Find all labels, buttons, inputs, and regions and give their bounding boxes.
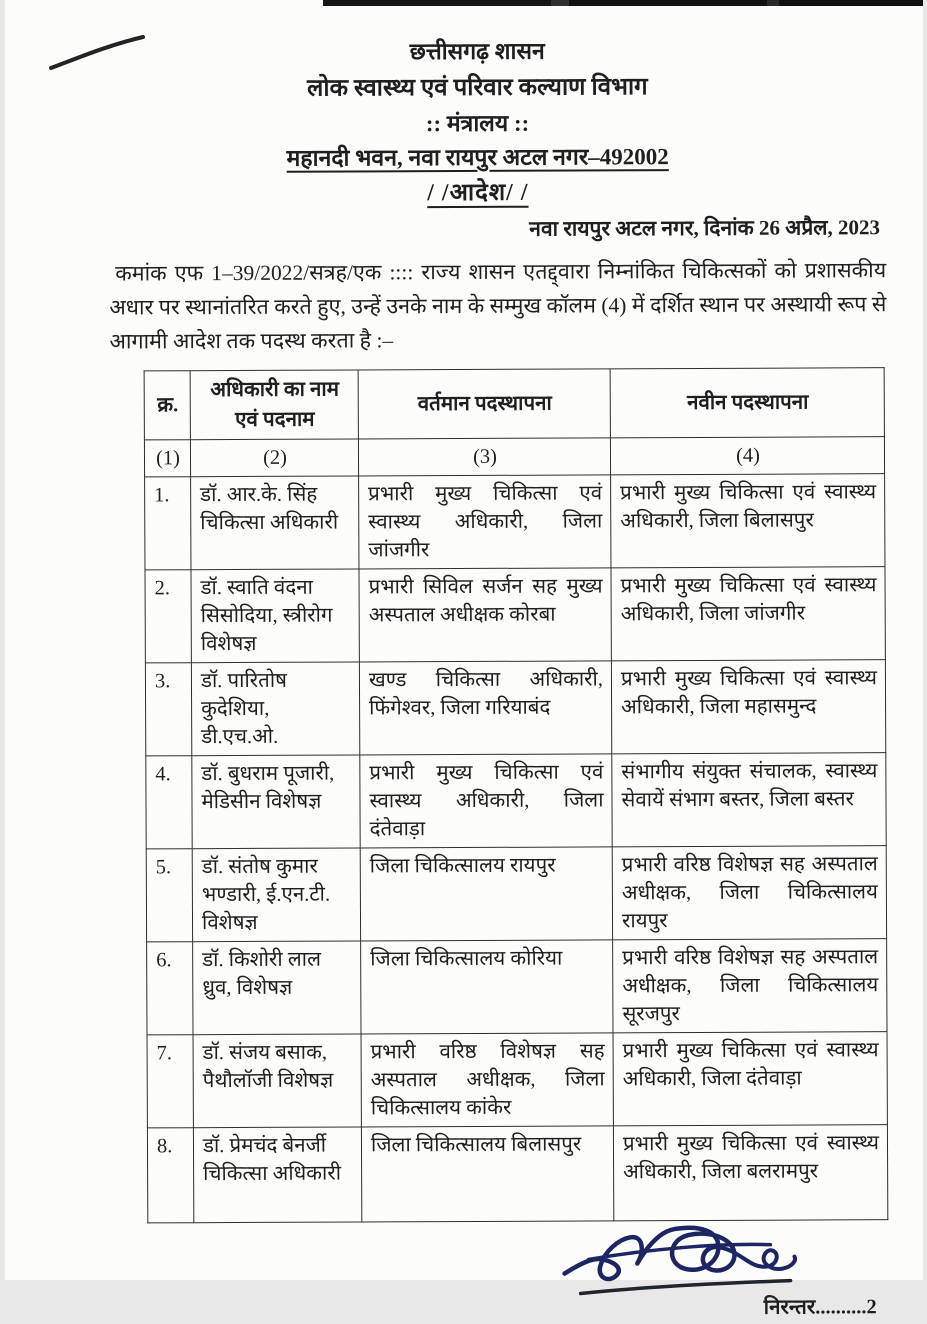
- col-number-4: (4): [610, 437, 884, 475]
- table-row: [145, 660, 885, 756]
- address-line: महानदी भवन, नवा रायपुर अटल नगर–492002: [286, 144, 669, 171]
- table-header-row: [144, 368, 884, 440]
- current-posting-cell: जिला चिकित्सालय बिलासपुर: [361, 1126, 613, 1222]
- table-row: [144, 474, 884, 570]
- officer-name-cell: डॉ. संजय बसाक, पैथौलॉजी विशेषज्ञ: [193, 1034, 361, 1128]
- place-date-line: नवा रायपुर अटल नगर, दिनांक 26 अप्रैल, 2023: [528, 215, 880, 241]
- order-title: / /आदेश/ /: [426, 179, 529, 207]
- col-number-2: (2): [190, 439, 358, 477]
- new-posting-cell: प्रभारी मुख्य चिकित्सा एवं स्वास्थ्य अधिकारी, जिला जांजगीर: [610, 567, 884, 661]
- department-name: लोक स्वास्थ्य एवं परिवार कल्याण विभाग: [306, 74, 648, 102]
- table-row: [146, 939, 886, 1035]
- col-header-serial: क्र.: [144, 371, 190, 440]
- officer-name-cell: डॉ. पारितोष कुदेशिया, डी.एच.ओ.: [191, 662, 359, 756]
- new-posting-cell: प्रभारी वरिष्ठ विशेषज्ञ सह अस्पताल अधीक्षक, जिला चिकित्सालय सूरजपुर: [612, 939, 886, 1033]
- current-posting-cell: जिला चिकित्सालय कोरिया: [360, 940, 612, 1034]
- ministry-line: :: मंत्रालय ::: [425, 110, 529, 137]
- new-posting-cell: प्रभारी मुख्य चिकित्सा एवं स्वास्थ्य अधिकारी, जिला बिलासपुर: [610, 474, 884, 568]
- new-posting-cell: प्रभारी वरिष्ठ विशेषज्ञ सह अस्पताल अधीक्षक, जिला चिकित्सालय रायपुर: [612, 846, 886, 940]
- serial-cell: 4.: [145, 756, 191, 849]
- table-row: [147, 1125, 887, 1223]
- col-number-3: (3): [358, 438, 610, 476]
- table-row: [144, 567, 884, 663]
- current-posting-cell: प्रभारी वरिष्ठ विशेषज्ञ सह अस्पताल अधीक्षक, जिला चिकित्सालय कांकेर: [361, 1033, 613, 1127]
- serial-cell: 6.: [146, 942, 192, 1035]
- transfer-table: [143, 367, 888, 1223]
- continuation-note: निरन्तर..........2: [763, 1296, 877, 1319]
- officer-name-cell: डॉ. किशोरी लाल ध्रुव, विशेषज्ञ: [192, 941, 360, 1035]
- table-row: [146, 846, 886, 942]
- officer-name-cell: डॉ. बुधराम पूजारी, मेडिसीन विशेषज्ञ: [191, 755, 359, 849]
- new-posting-cell: प्रभारी मुख्य चिकित्सा एवं स्वास्थ्य अधिकारी, जिला बलरामपुर: [613, 1125, 887, 1221]
- serial-cell: 2.: [144, 570, 190, 663]
- new-posting-cell: प्रभारी मुख्य चिकित्सा एवं स्वास्थ्य अधिकारी, जिला महासमुन्द: [611, 660, 885, 754]
- document-header: [5, 0, 924, 207]
- column-number-row: [144, 437, 884, 477]
- officer-name-cell: डॉ. आर.के. सिंह चिकित्सा अधिकारी: [190, 476, 358, 570]
- new-posting-cell: प्रभारी मुख्य चिकित्सा एवं स्वास्थ्य अधिकारी, जिला दंतेवाड़ा: [613, 1032, 887, 1126]
- current-posting-cell: प्रभारी सिविल सर्जन सह मुख्य अस्पताल अधीक्षक कोरबा: [358, 568, 610, 662]
- serial-cell: 3.: [145, 663, 191, 756]
- current-posting-cell: खण्ड चिकित्सा अधिकारी, फिंगेश्वर, जिला गरियाबंद: [359, 661, 611, 755]
- current-posting-cell: प्रभारी मुख्य चिकित्सा एवं स्वास्थ्य अधिकारी, जिला जांजगीर: [358, 475, 610, 569]
- officer-name-cell: डॉ. स्वाति वंदना सिसोदिया, स्त्रीरोग विशेषज्ञ: [190, 569, 358, 663]
- government-name: छत्तीसगढ़ शासन: [409, 38, 545, 65]
- col-number-1: (1): [144, 440, 190, 477]
- document-page: [5, 0, 923, 1319]
- serial-cell: 8.: [147, 1128, 193, 1223]
- order-paragraph: कमांक एफ 1–39/2022/सत्रह/एक :::: राज्य शासन एतद्द्वारा निम्नांकित चिकित्सकों को प्रशासकीय अधार पर स्थानांतरित करते हुए, उन्हें उनके नाम के सम्मुख कॉलम (4) में दर्शित स्थान पर अस्थायी रूप से आगामी आदेश तक पदस्थ करता है :–: [108, 258, 886, 354]
- table-row: [147, 1032, 887, 1128]
- serial-cell: 1.: [144, 477, 190, 570]
- col-header-name: अधिकारी का नाम एवं पदनाम: [190, 370, 358, 440]
- signature-block: [10, 1220, 927, 1324]
- col-header-new-posting: नवीन पदस्थापना: [610, 368, 884, 438]
- serial-cell: 7.: [147, 1035, 193, 1128]
- serial-cell: 5.: [146, 849, 192, 942]
- officer-name-cell: डॉ. संतोष कुमार भण्डारी, ई.एन.टी. विशेषज्ञ: [192, 848, 360, 942]
- table-row: [145, 753, 885, 849]
- new-posting-cell: संभागीय संयुक्त संचालक, स्वास्थ्य सेवायें संभाग बस्तर, जिला बस्तर: [611, 753, 885, 847]
- current-posting-cell: प्रभारी मुख्य चिकित्सा एवं स्वास्थ्य अधिकारी, जिला दंतेवाड़ा: [359, 754, 611, 848]
- document-content: [5, 0, 927, 1324]
- officer-name-cell: डॉ. प्रेमचंद बेनर्जी चिकित्सा अधिकारी: [193, 1127, 361, 1223]
- current-posting-cell: जिला चिकित्सालय रायपुर: [360, 847, 612, 941]
- col-header-current-posting: वर्तमान पदस्थापना: [358, 369, 610, 439]
